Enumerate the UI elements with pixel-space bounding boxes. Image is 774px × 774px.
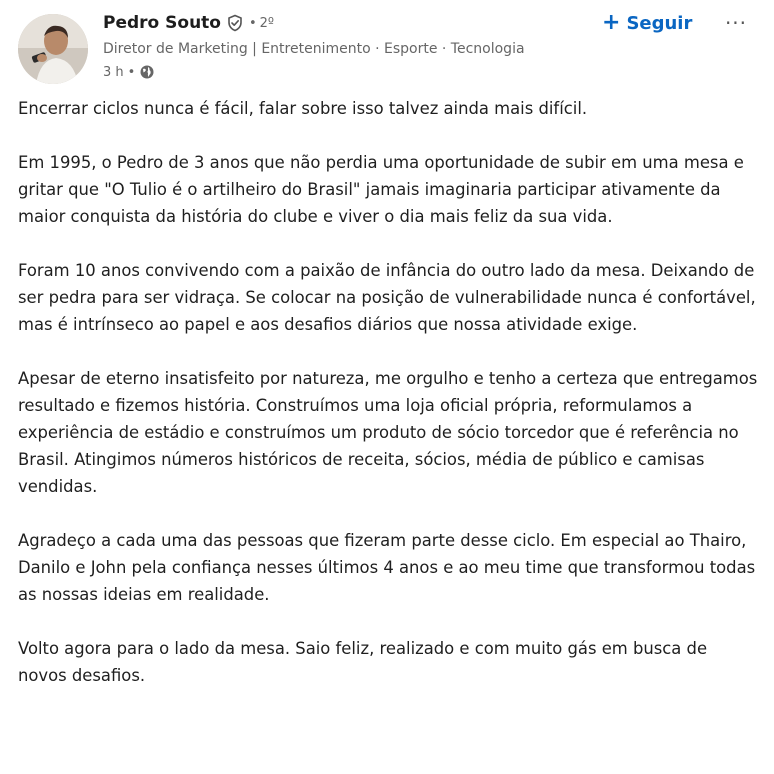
post-paragraph: Foram 10 anos convivendo com a paixão de infância do outro lado da mesa. Deixando de ser pedra para ser vidraça. Se colocar na posição de vulnerabilidade nunca é confortável, mas é intrínseco ao papel e aos desafios diários que nossa atividade exige.: [18, 261, 756, 334]
more-icon: ···: [724, 11, 748, 35]
author-row: [103, 13, 274, 33]
post-meta: [103, 64, 155, 80]
avatar[interactable]: [18, 14, 88, 84]
post-paragraph: Em 1995, o Pedro de 3 anos que não perdia uma oportunidade de subir em uma mesa e gritar que "O Tulio é o artilheiro do Brasil" jamais imaginaria participar ativamente da maior conquista da história do clube e viver o dia mais feliz da sua vida.: [18, 153, 744, 226]
post-paragraph: Agradeço a cada uma das pessoas que fizeram parte desse ciclo. Em especial ao Thairo, Danilo e John pela confiança nesses últimos 4 anos e ao meu time que transformou todas as nossas ideias em realidade.: [18, 531, 756, 604]
post-paragraph: Apesar de eterno insatisfeito por natureza, me orgulho e tenho a certeza que entregamos resultado e fizemos história. Construímos uma loja oficial própria, reformulamos a experiência de estádio e construímos um produto de sócio torcedor que é referência no Brasil. Atingimos números históricos de receita, sócios, média de público e camisas vendidas.: [18, 369, 758, 496]
connection-degree: 2º: [259, 15, 275, 31]
follow-button[interactable]: [602, 8, 692, 38]
post-header: [0, 0, 774, 90]
post-paragraph: Encerrar ciclos nunca é fácil, falar sobre isso talvez ainda mais difícil.: [18, 99, 588, 118]
follow-label: Seguir: [626, 12, 693, 34]
meta-separator: •: [127, 64, 136, 80]
avatar-photo: [18, 14, 88, 84]
shield-check-icon: [226, 14, 244, 32]
plus-icon: +: [602, 10, 621, 35]
author-name[interactable]: Pedro Souto: [103, 13, 221, 33]
post-paragraph: Volto agora para o lado da mesa. Saio feliz, realizado e com muito gás em busca de novos desafios.: [18, 639, 708, 685]
more-options-button[interactable]: [716, 8, 756, 38]
globe-icon: [139, 64, 155, 80]
author-headline: Diretor de Marketing | Entretenimento · Esporte · Tecnologia: [103, 41, 525, 57]
post-body: [18, 95, 758, 716]
separator-dot: •: [248, 15, 257, 31]
post-time[interactable]: 3 h: [103, 64, 124, 80]
